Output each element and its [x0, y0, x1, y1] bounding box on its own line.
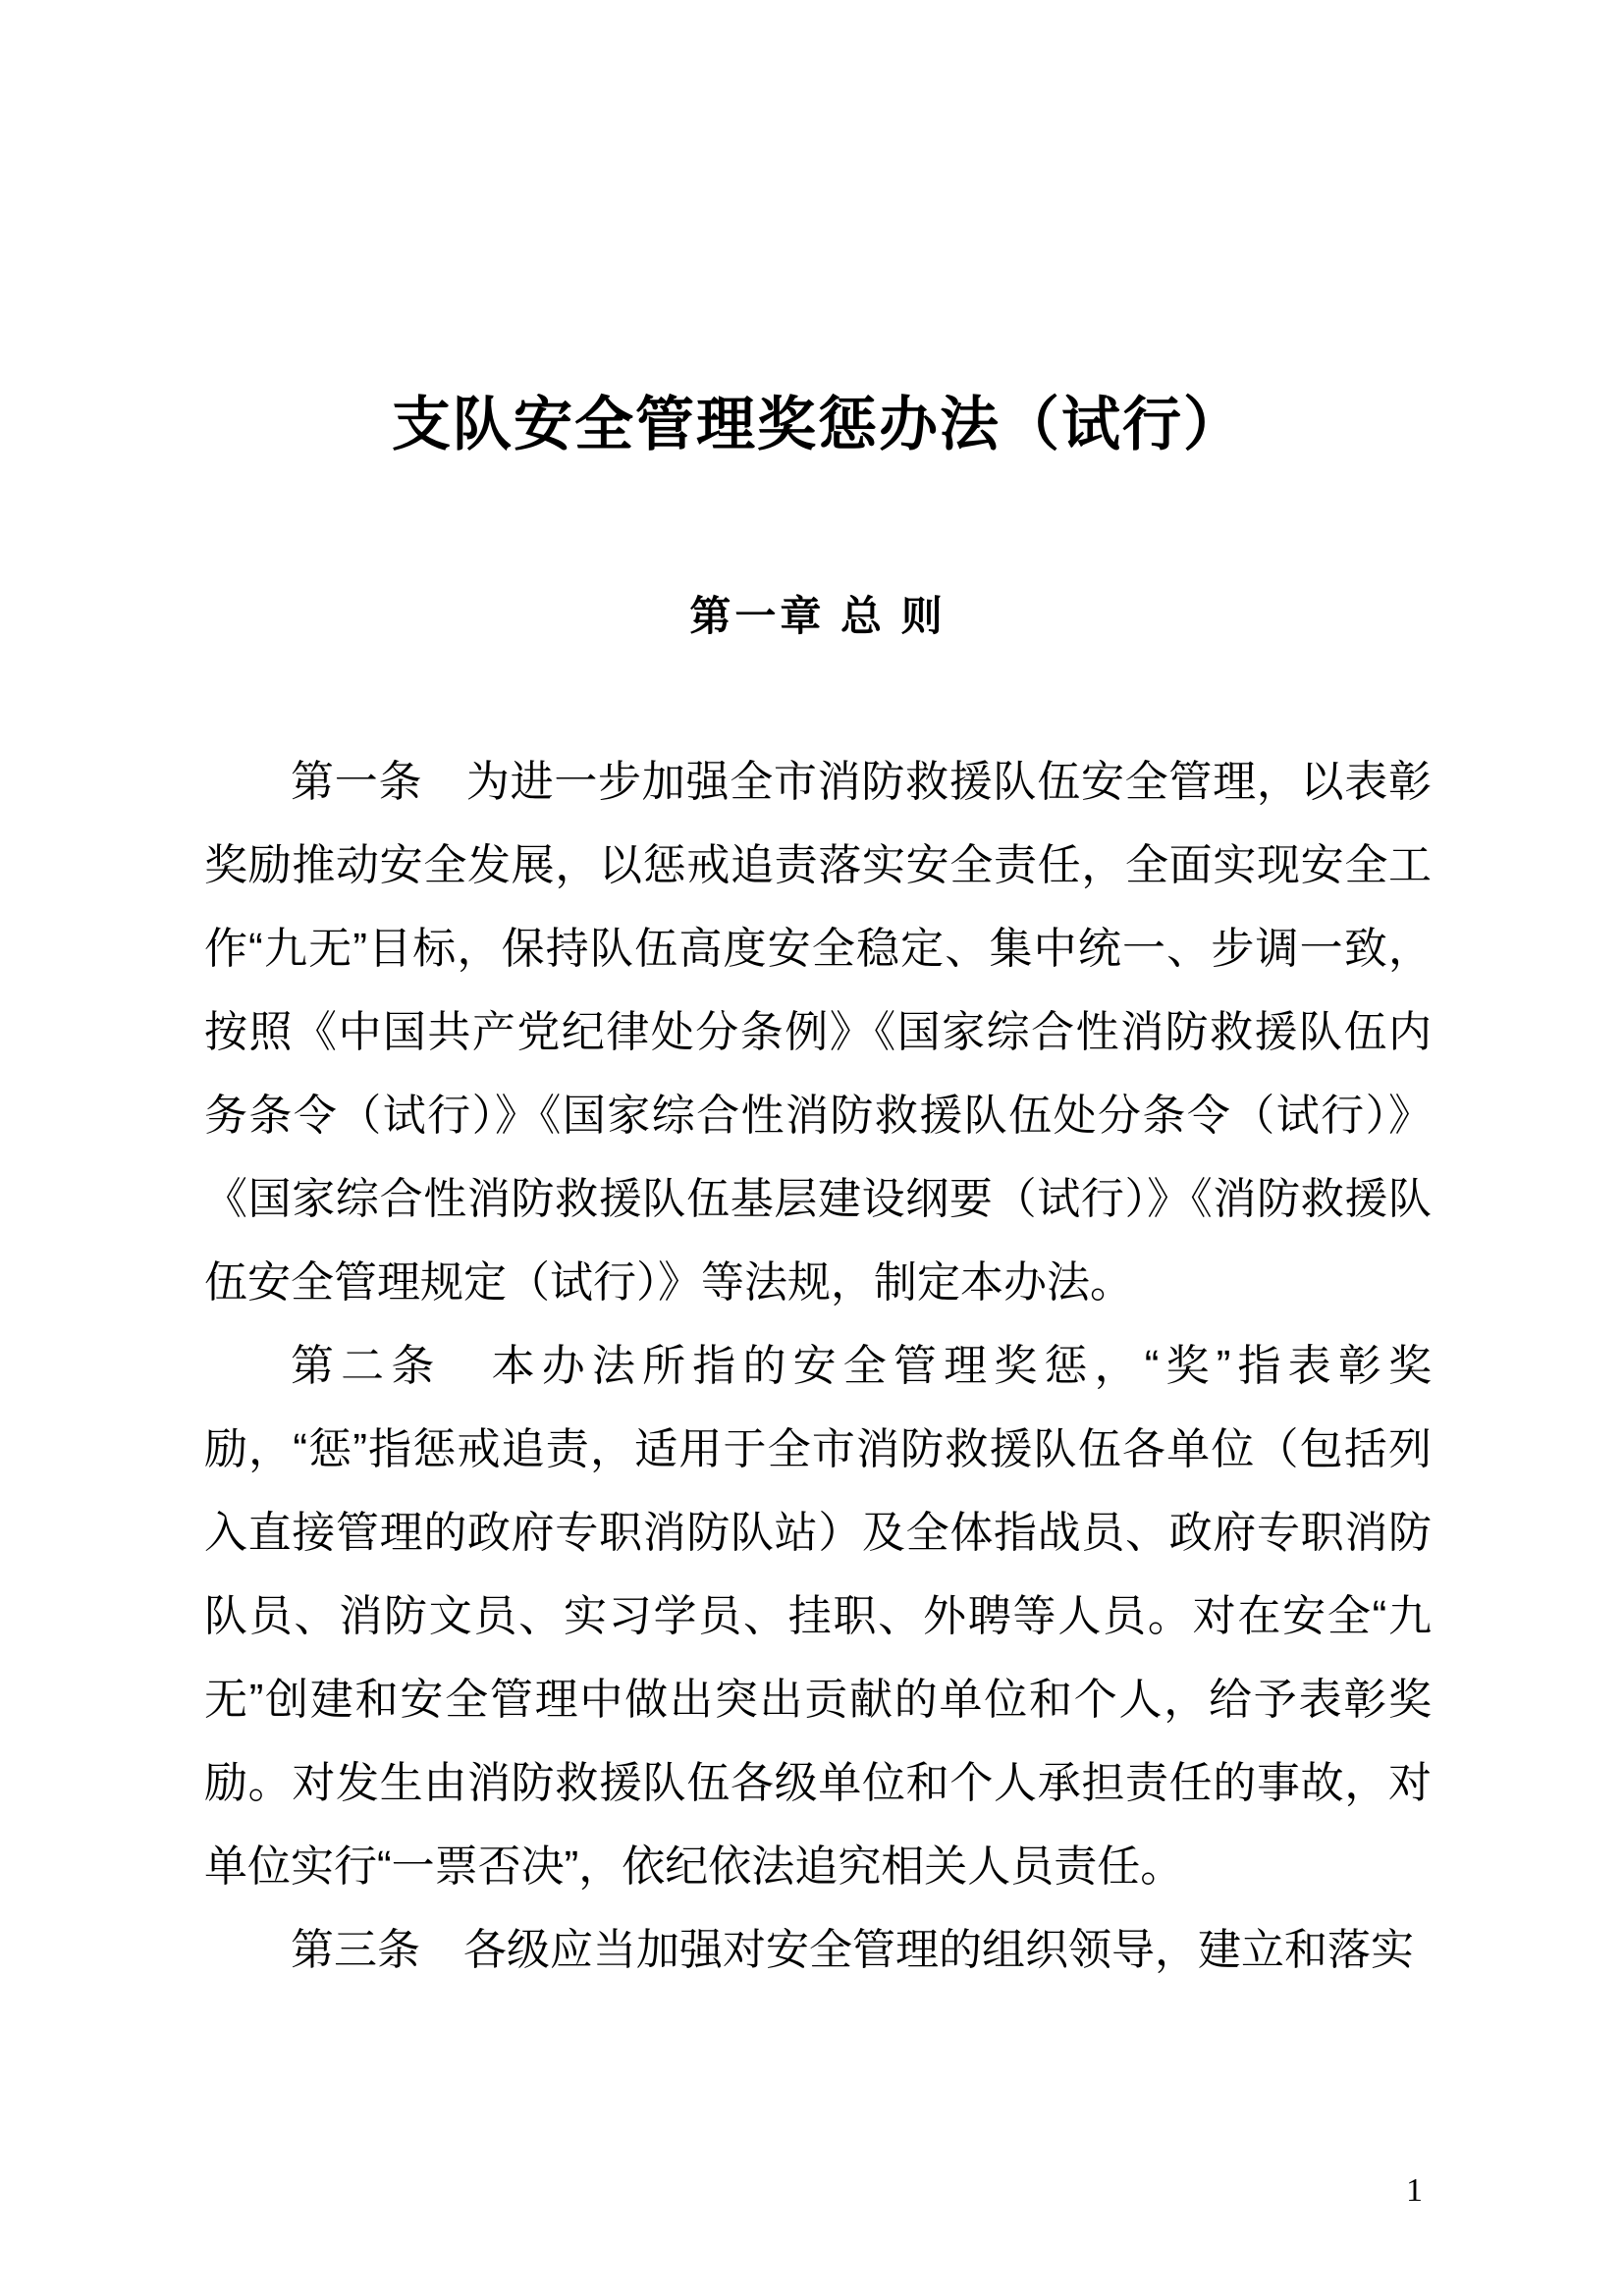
document-content — [0, 388, 1624, 1992]
page-number: 1 — [1406, 2172, 1423, 2209]
document-body — [204, 740, 1432, 1992]
chapter-heading: 第一章 总 则 — [689, 593, 947, 639]
paragraph-article-1: 第一条 为进一步加强全市消防救援队伍安全管理，以表彰奖励推动安全发展，以惩戒追责落实安全责任，全面实现安全工作“九无”目标，保持队伍高度安全稳定、集中统一、步调一致，按照《中国共产党纪律处分条例》《国家综合性消防救援队伍内务条令（试行）》《国家综合性消防救援队伍处分条令（试行）》《国家综合性消防救援队伍基层建设纲要（试行）》《消防救援队伍安全管理规定（试行）》等法规，制定本办法。 — [204, 758, 1432, 1307]
document-title: 支队安全管理奖惩办法（试行） — [392, 392, 1244, 457]
paragraph-article-3: 第三条 各级应当加强对安全管理的组织领导，建立和落实 — [291, 1926, 1414, 1974]
paragraph-article-2: 第二条 本办法所指的安全管理奖惩，“奖”指表彰奖励，“惩”指惩戒追责，适用于全市消防救援队伍各单位（包括列入直接管理的政府专职消防队站）及全体指战员、政府专职消防队员、消防文员、实习学员、挂职、外聘等人员。对在安全“九无”创建和安全管理中做出突出贡献的单位和个人，给予表彰奖励。对发生由消防救援队伍各级单位和个人承担责任的事故，对单位实行“一票否决”，依纪依法追究相关人员责任。 — [204, 1342, 1432, 1891]
